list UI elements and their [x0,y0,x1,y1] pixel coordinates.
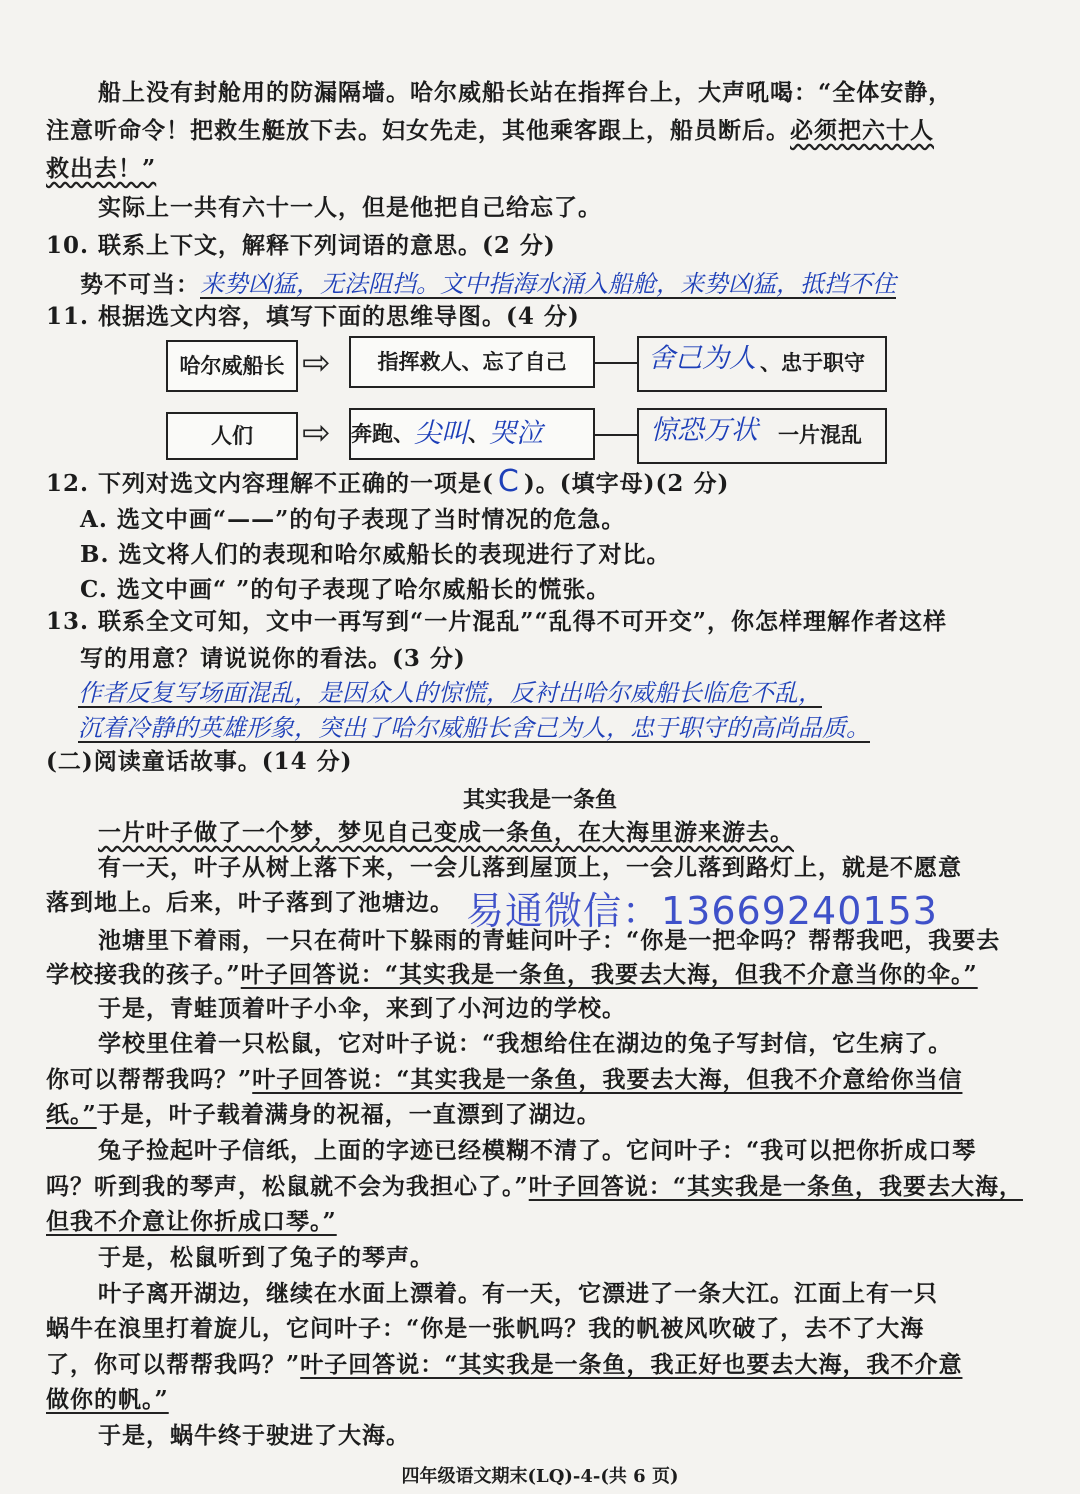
story-line [46,1172,1023,1202]
q12-option-c: C. 选文中画“ ”的句子表现了哈尔威船长的慌张。 [80,576,611,603]
story-line [46,1065,962,1095]
q12-handwritten-answer: C [497,464,520,499]
section-heading: (二)阅读童话故事。(14 分) [46,748,353,775]
mindmap-action-captain: 指挥救人、忘了自己 [349,336,595,388]
connector-line [595,434,637,436]
question-13-cont: 写的用意？请说说你的看法。(3 分) [80,645,466,672]
story-line: 池塘里下着雨，一只在荷叶下躲雨的青蛙问叶子：“你是一把伞吗？帮帮我吧，我要去 [98,927,1001,954]
story-line [46,1207,337,1237]
mindmap-handwritten-action: 尖叫 [414,418,468,449]
passage-text: 注意听命令！把救生艇放下去。妇女先走，其他乘客跟上，船员断后。 [46,117,790,144]
mindmap-handwritten-state: 惊恐万状 [650,415,758,446]
story-line: 学校里住着一只松鼠，它对叶子说：“我想给住在湖边的兔子写封信，它生病了。 [98,1030,953,1057]
story-title: 其实我是一条鱼 [462,787,617,813]
underlined-sentence: 叶子回答说：“其实我是一条鱼，我要去大海， [528,1173,1023,1200]
mindmap-handwritten-action: 哭泣 [489,418,543,449]
mindmap-state-tail: 一片混乱 [778,422,862,447]
contact-watermark: 易通微信：13669240153 [466,889,938,933]
question-11: 11. 根据选文内容，填写下面的思维导图。(4 分) [46,303,580,330]
story-line [46,1100,601,1130]
page-footer: 四年级语文期末(LQ)-4-(共 6 页) [401,1466,679,1487]
story-text: 学校接我的孩子。” [46,961,241,988]
story-text: 了，你可以帮帮我吗？” [46,1351,301,1378]
question-12 [46,464,730,499]
underlined-sentence: 纸。” [46,1101,97,1128]
q10-answer-line [80,269,896,300]
mindmap-trait-tail: 、忠于职守 [760,350,865,375]
mindmap-handwritten-trait: 舍己为人 [648,343,756,374]
mindmap-subject-captain: 哈尔威船长 [166,340,298,392]
mindmap-separator: 、 [468,421,489,446]
underlined-sentence: 叶子回答说：“其实我是一条鱼，我正好也要去大海，我不介意 [300,1351,963,1378]
underlined-sentence: 叶子回答说：“其实我是一条鱼，我要去大海，但我不介意当你的伞。” [240,961,978,988]
connector-line [595,362,637,364]
wavy-underlined-sentence: 救出去！” [46,155,157,182]
q12-option-a: A. 选文中画“——”的句子表现了当时情况的危急。 [80,506,626,533]
story-line: 于是，蜗牛终于驶进了大海。 [98,1422,410,1449]
wavy-underlined-sentence: 必须把六十人 [790,117,934,144]
story-line: 叶子离开湖边，继续在水面上漂着。有一天，它漂进了一条大江。江面上有一只 [98,1280,938,1307]
story-text: 吗？听到我的琴声，松鼠就不会为我担心了。” [46,1173,529,1200]
wavy-underlined-sentence: 一片叶子做了一个梦，梦见自己变成一条鱼，在大海里游来游去。 [98,819,794,846]
q10-term: 势不可当： [80,271,200,298]
passage-line [46,116,934,146]
story-line [46,1385,169,1415]
q12-option-b: B. 选文将人们的表现和哈尔威船长的表现进行了对比。 [80,541,671,568]
mindmap-subject-people: 人们 [166,412,298,460]
q13-handwritten-answer: 作者反复写场面混乱，是因众人的惊慌，反衬出哈尔威船长临危不乱， [78,679,822,707]
mindmap-people-prefix: 奔跑、 [351,421,414,446]
q10-handwritten-answer: 来势凶猛，无法阻挡。文中指海水涌入船舱，来势凶猛，抵挡不住 [200,270,896,298]
question-10: 10. 联系上下文，解释下列词语的意思。(2 分) [46,232,556,259]
story-line [46,960,978,990]
story-line: 有一天，叶子从树上落下来，一会儿落到屋顶上，一会儿落到路灯上，就是不愿意 [98,854,962,881]
story-line: 蜗牛在浪里打着旋儿，它问叶子：“你是一张帆吗？我的帆被风吹破了，去不了大海 [46,1315,925,1342]
underlined-sentence: 做你的帆。” [46,1386,169,1413]
story-line: 兔子捡起叶子信纸，上面的字迹已经模糊不清了。它问叶子：“我可以把你折成口琴 [98,1137,977,1164]
mindmap-action-people [349,408,595,460]
story-text: 你可以帮帮我吗？” [46,1066,253,1093]
q12-text: 12. 下列对选文内容理解不正确的一项是( [46,470,494,497]
story-line: 于是，青蛙顶着叶子小伞，来到了小河边的学校。 [98,995,626,1022]
underlined-sentence: 叶子回答说：“其实我是一条鱼，我要去大海，但我不介意给你当信 [252,1066,963,1093]
passage-line: 实际上一共有六十一人，但是他把自己给忘了。 [98,194,602,221]
story-line [98,818,794,848]
q13-handwritten-answer: 沉着冷静的英雄形象，突出了哈尔威船长舍己为人，忠于职守的高尚品质。 [78,714,870,742]
story-text: 于是，叶子载着满身的祝福，一直漂到了湖边。 [96,1101,601,1128]
question-13: 13. 联系全文可知，文中一再写到“一片混乱”“乱得不可开交”，你怎样理解作者这样 [46,608,947,635]
story-line: 于是，松鼠听到了兔子的琴声。 [98,1244,434,1271]
passage-line: 船上没有封舱用的防漏隔墙。哈尔威船长站在指挥台上，大声吼喝：“全体安静， [98,79,953,106]
story-line: 落到地上。后来，叶子落到了池塘边。 [46,889,454,916]
underlined-sentence: 但我不介意让你折成口琴。” [46,1208,337,1235]
arrow-right-icon: ⇨ [302,343,331,383]
q12-text: )。(填字母)(2 分) [523,470,730,497]
story-line [46,1350,962,1380]
passage-line [46,154,156,184]
arrow-right-icon: ⇨ [302,413,331,453]
